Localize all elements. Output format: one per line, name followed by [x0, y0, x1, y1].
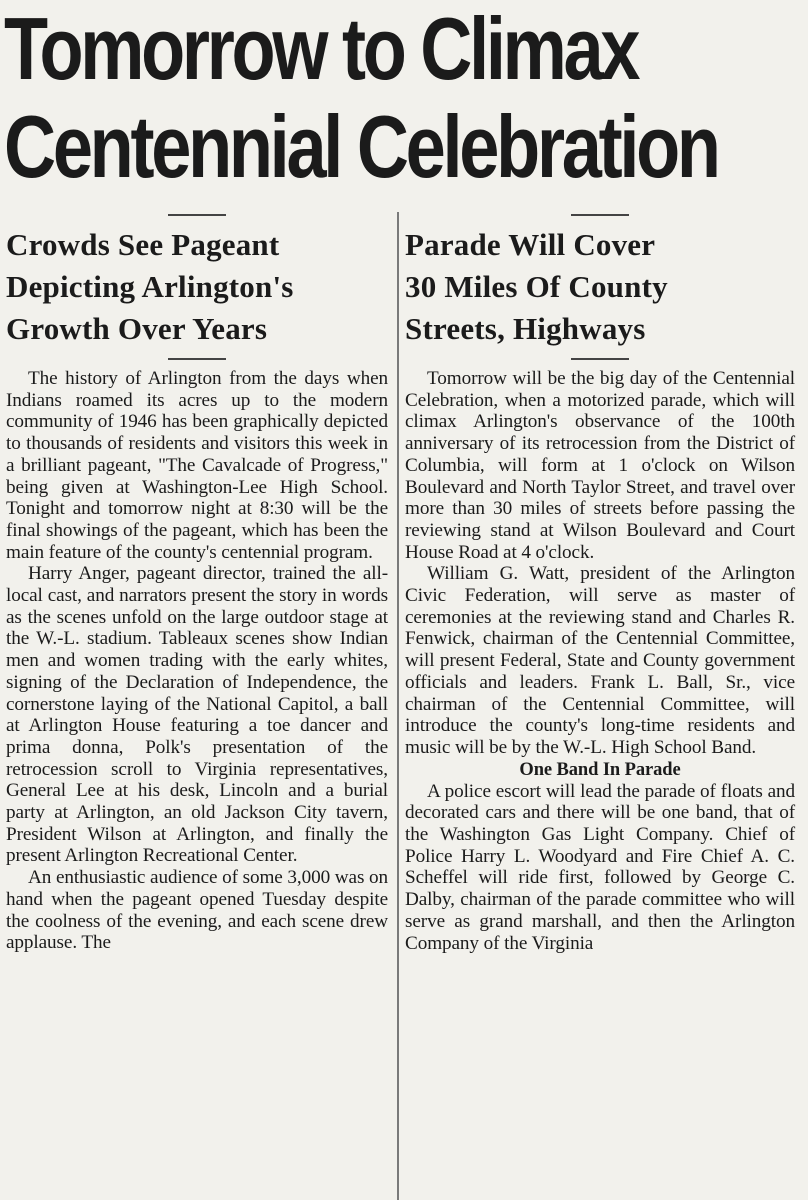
- short-rule: [571, 214, 629, 216]
- left-subhead: [6, 224, 388, 350]
- right-article: [405, 214, 795, 954]
- left-article: [6, 214, 388, 954]
- short-rule: [168, 214, 226, 216]
- left-subhead-line-2: Depicting Arlington's: [6, 269, 294, 304]
- left-paragraph-2: Harry Anger, pageant director, trained the all-local cast, and narrators present the story in words as the scenes unfold on the large outdoor stage at the W.-L. stadium. Tableaux scenes show Indian men and women trading with the early whites, signing of the Declaration of Independence, the cornerstone laying of the National Capitol, a ball at Arlington House featuring a toe dancer and prima donna, Polk's presentation of the retrocession scroll to Virginia representatives, General Lee at his desk, Lincoln and a burial party at Arlington, an old Jackson City tavern, President Wilson at Arlington, and finally the present Arlington Recreational Center.: [6, 563, 388, 867]
- column-divider: [397, 212, 399, 1200]
- right-paragraph-1: Tomorrow will be the big day of the Centennial Celebration, when a motorized parade, which will climax Arlington's observance of the 100th anniversary of its retrocession from the District of Columbia, will form at 1 o'clock on Wilson Boulevard and North Taylor Street, and travel over more than 30 miles of streets before passing the reviewing stand at Wilson Boulevard and Court House Road at 4 o'clock.: [405, 368, 795, 563]
- main-headline: [4, 0, 718, 196]
- headline-line-2: Centennial Celebration: [4, 97, 718, 196]
- left-subhead-line-3: Growth Over Years: [6, 311, 268, 346]
- right-subhead-line-2: 30 Miles Of County: [405, 269, 668, 304]
- short-rule: [571, 358, 629, 360]
- right-subhead-line-3: Streets, Highways: [405, 311, 646, 346]
- right-paragraph-2: William G. Watt, president of the Arlington Civic Federation, will serve as master of ceremonies at the reviewing stand and Charles R. Fenwick, chairman of the Centennial Committee, will present Federal, State and County government officials and leaders. Frank L. Ball, Sr., vice chairman of the Centennial Committee, will introduce the county's long-time residents and music will be by the W.-L. High School Band.: [405, 563, 795, 758]
- left-paragraph-3: An enthusiastic audience of some 3,000 was on hand when the pageant opened Tuesday despite the coolness of the evening, and each scene drew applause. The: [6, 867, 388, 954]
- left-article-body: [6, 368, 388, 954]
- crosshead: One Band In Parade: [519, 759, 681, 780]
- right-paragraph-3: A police escort will lead the parade of floats and decorated cars and there will be one band, that of the Washington Gas Light Company. Chief of Police Harry L. Woodyard and Fire Chief A. C. Scheffel will ride first, followed by George C. Dalby, chairman of the parade committee who will serve as grand marshall, and then the Arlington Company of the Virginia: [405, 780, 795, 954]
- right-subhead: [405, 224, 795, 350]
- left-paragraph-1: The history of Arlington from the days when Indians roamed its acres up to the modern community of 1946 has been graphically depicted to thousands of residents and visitors this week in a brilliant pageant, "The Cavalcade of Progress," being given at Washington-Lee High School. Tonight and tomorrow night at 8:30 will be the final showings of the pageant, which has been the main feature of the county's centennial program.: [6, 368, 388, 563]
- short-rule: [168, 358, 226, 360]
- headline-line-1: Tomorrow to Climax: [4, 0, 638, 98]
- left-subhead-line-1: Crowds See Pageant: [6, 227, 280, 262]
- right-article-body: [405, 368, 795, 954]
- right-subhead-line-1: Parade Will Cover: [405, 227, 656, 262]
